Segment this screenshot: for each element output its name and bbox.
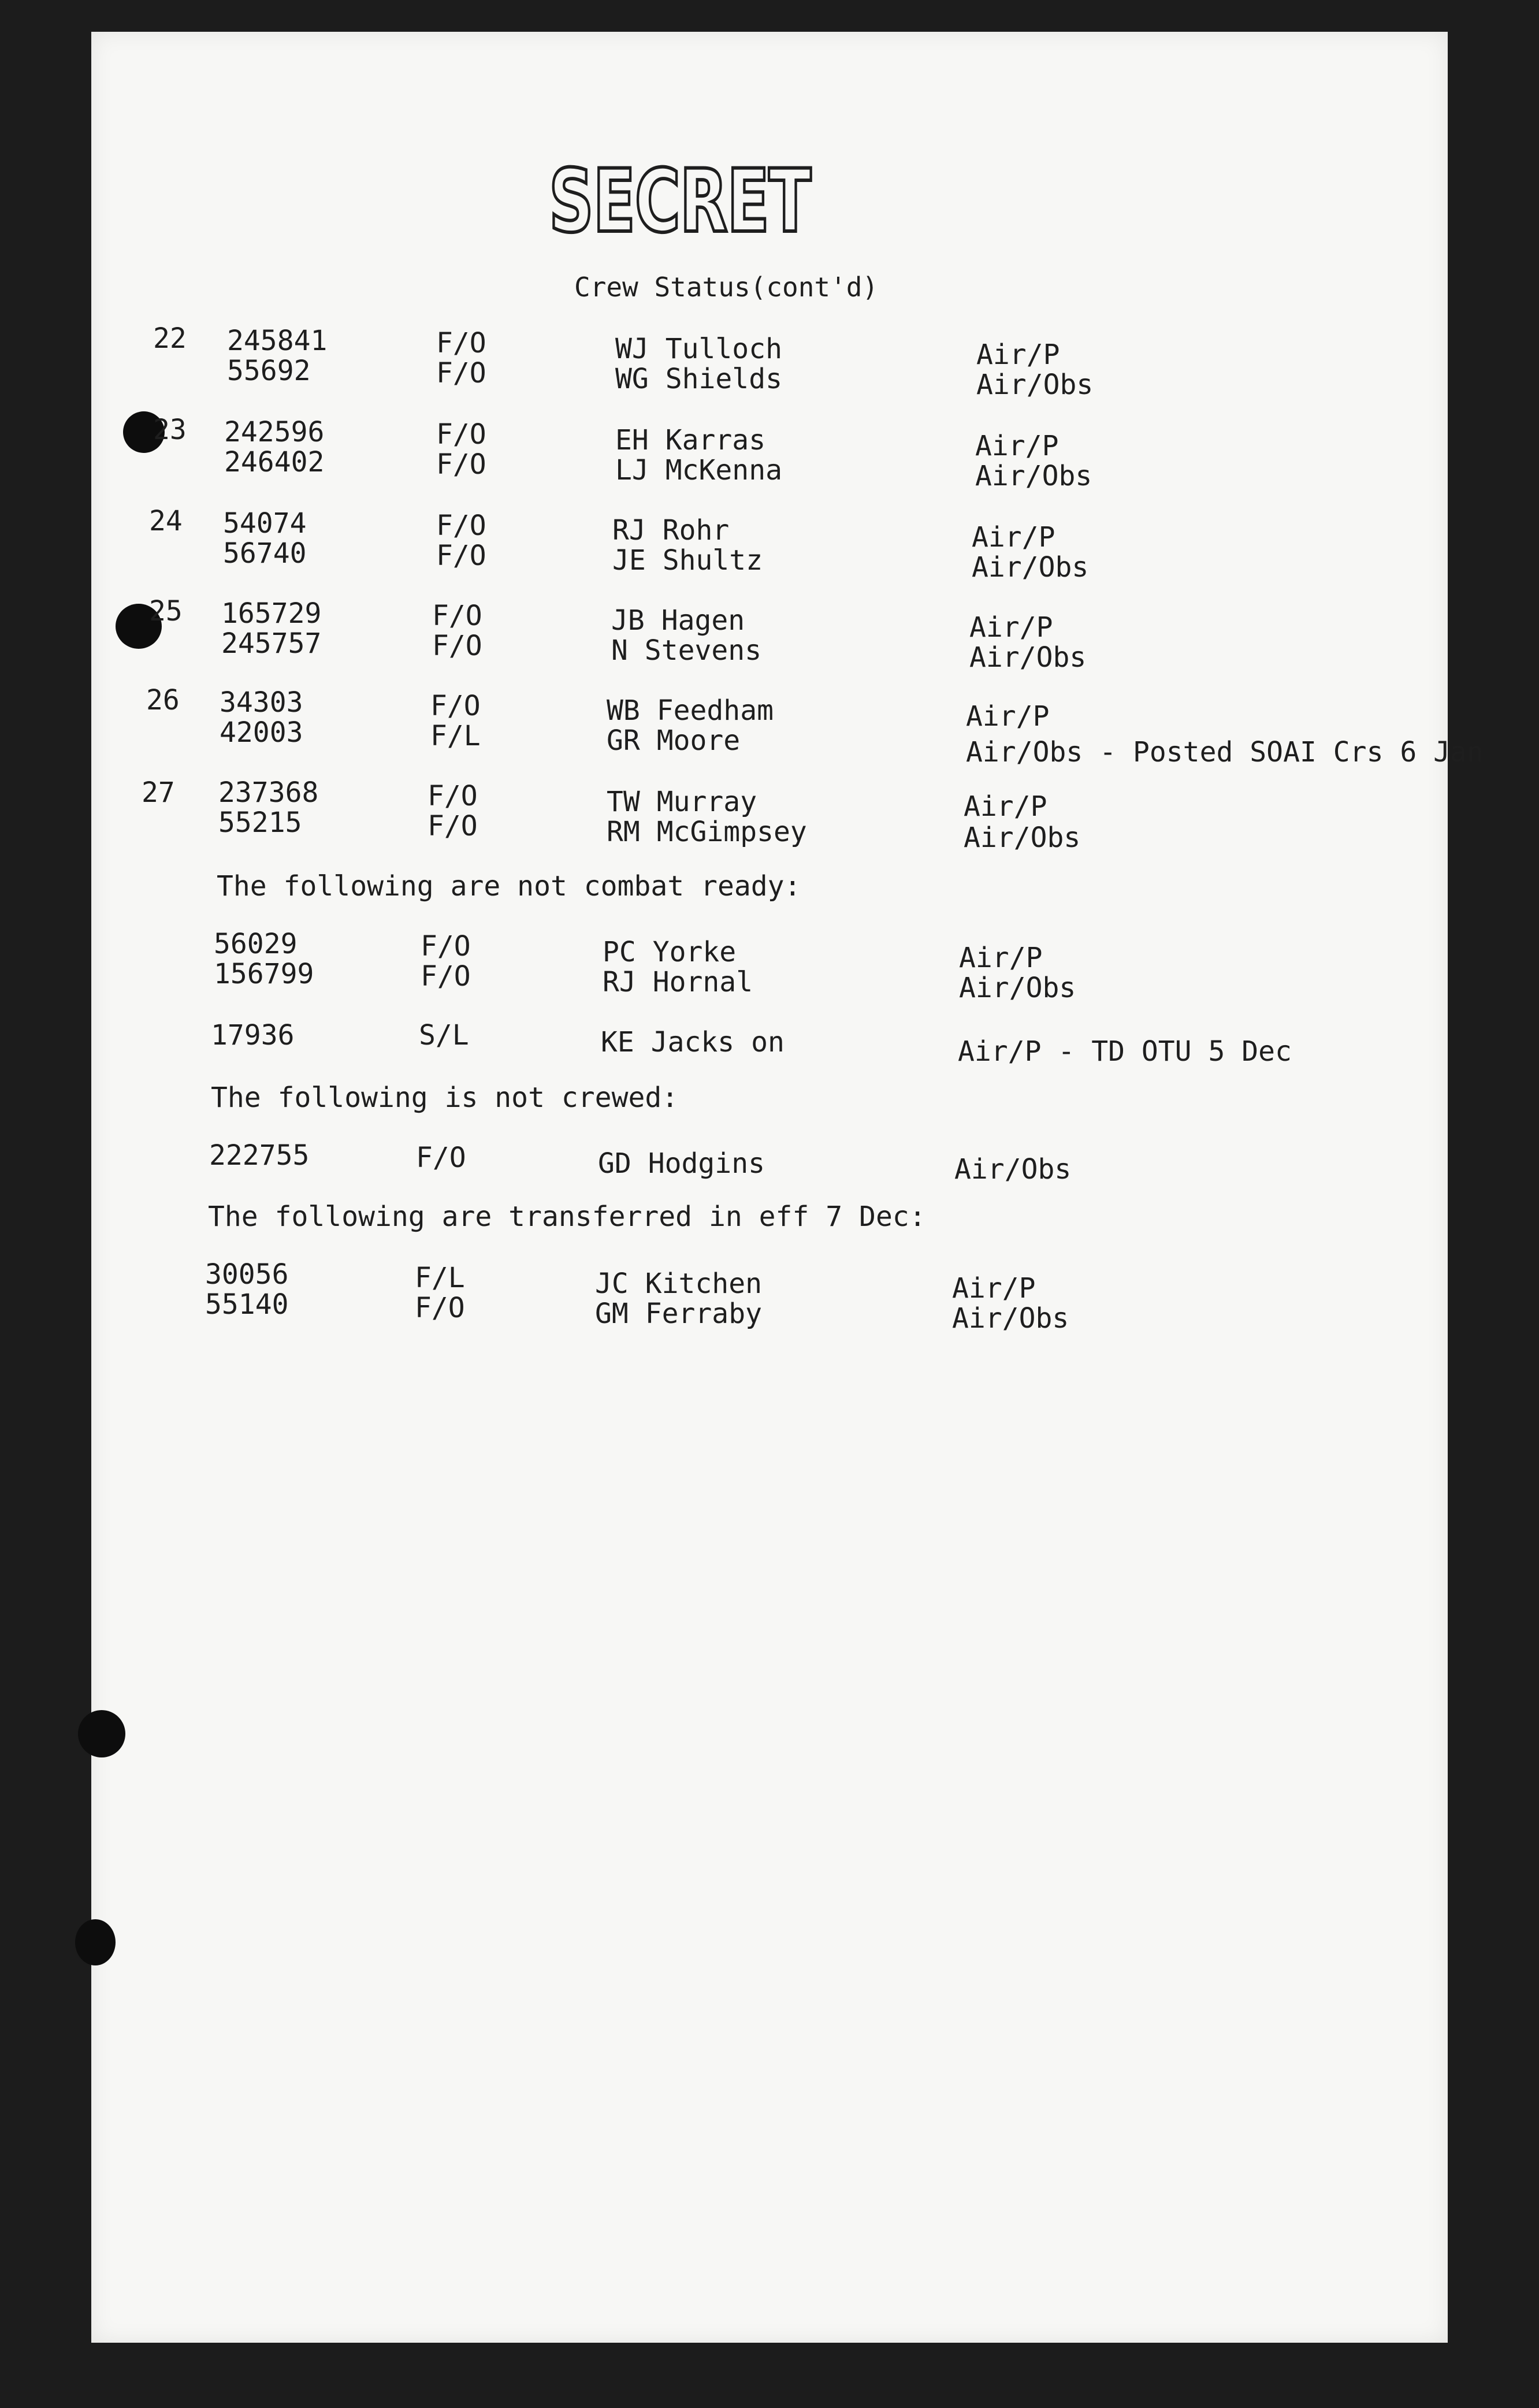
crew-number: 27 <box>142 776 175 809</box>
service-number: 165729 <box>221 597 322 630</box>
service-number: 54074 <box>223 507 307 540</box>
crew-role: Air/P <box>959 942 1043 974</box>
rank: F/O <box>436 448 486 481</box>
crew-number: 25 <box>149 595 183 627</box>
service-number: 246402 <box>224 446 325 478</box>
rank: F/O <box>432 600 482 632</box>
crew-member-name: WJ Tulloch <box>615 333 782 365</box>
crew-role: Air/P <box>966 700 1050 733</box>
crew-member-name: JE Shultz <box>612 544 763 577</box>
crew-member-name: JB Hagen <box>611 604 745 637</box>
rank: F/O <box>421 960 471 993</box>
punch-hole <box>75 1919 116 1965</box>
service-number: 222755 <box>209 1139 310 1172</box>
service-number: 237368 <box>218 776 319 809</box>
rank: F/O <box>436 510 486 542</box>
rank: F/O <box>421 930 471 963</box>
service-number: 56029 <box>214 928 298 960</box>
rank: F/L <box>430 720 481 752</box>
crew-role: Air/P <box>976 339 1060 371</box>
crew-member-name: JC Kitchen <box>595 1268 762 1300</box>
crew-member-name: PC Yorke <box>603 936 737 968</box>
crew-member-name: TW Murray <box>607 786 757 818</box>
crew-member-name: RM McGimpsey <box>607 816 807 848</box>
crew-role: Air/Obs <box>976 369 1094 401</box>
rank: F/O <box>436 327 486 359</box>
section-heading: The following are not combat ready: <box>217 870 801 902</box>
service-number: 156799 <box>214 958 314 990</box>
crew-role: Air/Obs <box>969 641 1087 674</box>
rank: F/O <box>428 810 478 842</box>
page-subtitle: Crew Status(cont'd) <box>574 272 879 303</box>
rank: F/O <box>436 418 486 451</box>
rank: F/O <box>432 630 482 662</box>
service-number: 55692 <box>227 355 311 387</box>
rank: S/L <box>419 1019 469 1051</box>
crew-role: Air/Obs - Posted SOAI Crs 6 Jan <box>966 736 1484 768</box>
crew-role: Air/P <box>964 790 1047 823</box>
crew-number: 23 <box>153 414 187 446</box>
rank: F/O <box>430 690 481 722</box>
rank: F/O <box>436 540 486 572</box>
crew-role: Air/Obs <box>954 1153 1072 1186</box>
service-number: 17936 <box>211 1019 295 1051</box>
service-number: 55215 <box>218 807 302 839</box>
service-number: 34303 <box>220 686 303 719</box>
rank: F/O <box>428 780 478 812</box>
crew-role: Air/P <box>969 611 1053 644</box>
rank: F/O <box>415 1292 465 1324</box>
crew-member-name: KE Jacks on <box>601 1026 785 1058</box>
crew-role: Air/Obs <box>975 460 1092 492</box>
rank: F/O <box>416 1142 466 1174</box>
crew-role: Air/P <box>952 1272 1036 1305</box>
crew-role: Air/Obs <box>952 1302 1069 1335</box>
crew-role: Air/P <box>975 430 1059 462</box>
punch-hole <box>78 1710 125 1757</box>
crew-member-name: EH Karras <box>615 424 766 456</box>
crew-number: 22 <box>153 322 187 355</box>
section-heading: The following are transferred in eff 7 Dec: <box>208 1201 926 1233</box>
crew-role: Air/Obs <box>972 551 1089 584</box>
crew-number: 24 <box>149 505 183 537</box>
service-number: 42003 <box>220 716 303 749</box>
crew-member-name: WB Feedham <box>607 694 774 727</box>
service-number: 245757 <box>221 627 322 660</box>
crew-member-name: WG Shields <box>615 363 782 395</box>
rank: F/L <box>415 1262 465 1294</box>
crew-number: 26 <box>146 684 180 716</box>
crew-role: Air/Obs <box>959 972 1076 1004</box>
crew-role: Air/P <box>972 521 1055 553</box>
crew-member-name: LJ McKenna <box>615 454 782 486</box>
crew-member-name: N Stevens <box>611 634 762 667</box>
crew-member-name: RJ Hornal <box>603 966 753 998</box>
secret-stamp: SECRET <box>549 151 811 252</box>
service-number: 245841 <box>227 325 328 357</box>
service-number: 30056 <box>205 1258 289 1291</box>
crew-member-name: GD Hodgins <box>598 1147 765 1180</box>
section-heading: The following is not crewed: <box>211 1082 679 1114</box>
crew-role: Air/Obs <box>964 822 1081 854</box>
crew-role: Air/P - TD OTU 5 Dec <box>958 1035 1292 1068</box>
service-number: 55140 <box>205 1288 289 1321</box>
service-number: 242596 <box>224 416 325 448</box>
crew-member-name: GR Moore <box>607 724 741 757</box>
crew-member-name: GM Ferraby <box>595 1298 762 1330</box>
service-number: 56740 <box>223 537 307 570</box>
rank: F/O <box>436 357 486 389</box>
crew-member-name: RJ Rohr <box>612 514 730 547</box>
